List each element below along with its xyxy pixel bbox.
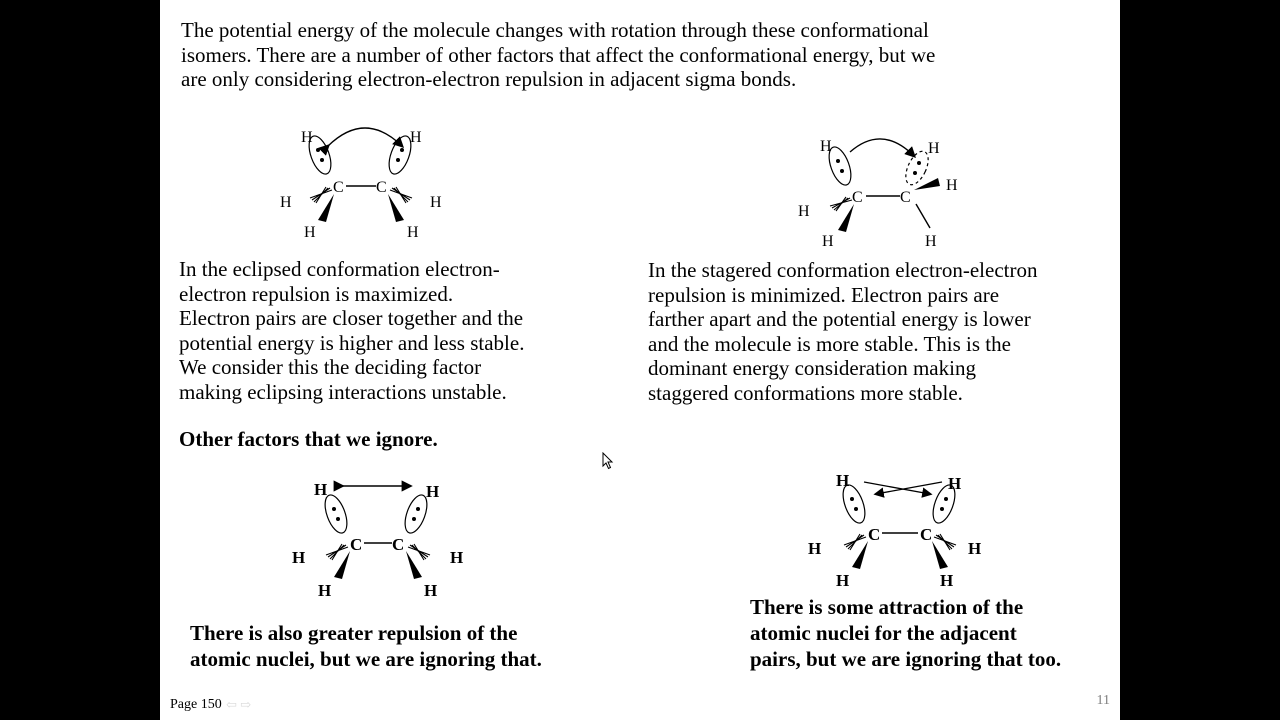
- carbon-label: C: [868, 525, 881, 544]
- carbon-label: C: [852, 189, 863, 206]
- hydrogen-label: H: [450, 548, 464, 567]
- hydrogen-label: H: [798, 203, 810, 220]
- hydrogen-label: H: [292, 548, 306, 567]
- nuclei-attraction-diagram: [806, 462, 996, 592]
- hydrogen-label: H: [836, 571, 850, 590]
- hydrogen-label: H: [426, 482, 440, 501]
- hydrogen-label: H: [301, 129, 313, 146]
- carbon-label: C: [350, 535, 363, 554]
- mouse-cursor-icon: [602, 452, 614, 470]
- section-heading: Other factors that we ignore.: [179, 427, 438, 451]
- staggered-conformation-diagram: [792, 130, 982, 255]
- carbon-label: C: [900, 189, 911, 206]
- carbon-label: C: [920, 525, 933, 544]
- eclipsed-explanation: In the eclipsed conformation electron- electron repulsion is maximized. Electron pairs are closer together and the potential energy is higher and less stable. We consider this the deciding factor making eclipsing interactions unstable.: [179, 257, 525, 404]
- hydrogen-label: H: [407, 224, 419, 241]
- hydrogen-label: H: [925, 233, 937, 250]
- nuclei-repulsion-diagram: [286, 472, 476, 602]
- slide-number: 11: [1096, 693, 1110, 708]
- hydrogen-label: H: [946, 177, 958, 194]
- hydrogen-label: H: [410, 129, 422, 146]
- hydrogen-label: H: [280, 194, 292, 211]
- hydrogen-label: H: [304, 224, 316, 241]
- hydrogen-label: H: [822, 233, 834, 250]
- carbon-label: C: [376, 179, 387, 196]
- carbon-label: C: [392, 535, 405, 554]
- slide-nav-arrows[interactable]: ⇦ ⇨: [226, 697, 252, 712]
- hydrogen-label: H: [820, 138, 832, 155]
- eclipsed-conformation-diagram: [270, 118, 460, 248]
- staggered-explanation: In the stagered conformation electron-electron repulsion is minimized. Electron pairs are farther apart and the potential energy is lower and the molecule is more stable. This is the dominant energy consideration making staggered conformations more stable.: [648, 258, 1038, 405]
- hydrogen-label: H: [928, 140, 940, 157]
- hydrogen-label: H: [968, 539, 982, 558]
- hydrogen-label: H: [808, 539, 822, 558]
- hydrogen-label: H: [430, 194, 442, 211]
- hydrogen-label: H: [424, 581, 438, 600]
- hydrogen-label: H: [314, 480, 328, 499]
- slide: [160, 0, 1120, 720]
- hydrogen-label: H: [836, 471, 850, 490]
- hydrogen-label: H: [940, 571, 954, 590]
- intro-paragraph: The potential energy of the molecule changes with rotation through these conformational isomers. There are a number of other factors that affect the conformational energy, but we are only considering electron-electron repulsion in adjacent sigma bonds.: [181, 18, 936, 91]
- hydrogen-label: H: [318, 581, 332, 600]
- hydrogen-label: H: [948, 474, 962, 493]
- nuclei-repulsion-note: There is also greater repulsion of the atomic nuclei, but we are ignoring that.: [190, 621, 542, 671]
- page-label: Page 150: [170, 697, 222, 712]
- nuclei-attraction-note: There is some attraction of the atomic nuclei for the adjacent pairs, but we are ignoring that too.: [750, 595, 1062, 671]
- carbon-label: C: [333, 179, 344, 196]
